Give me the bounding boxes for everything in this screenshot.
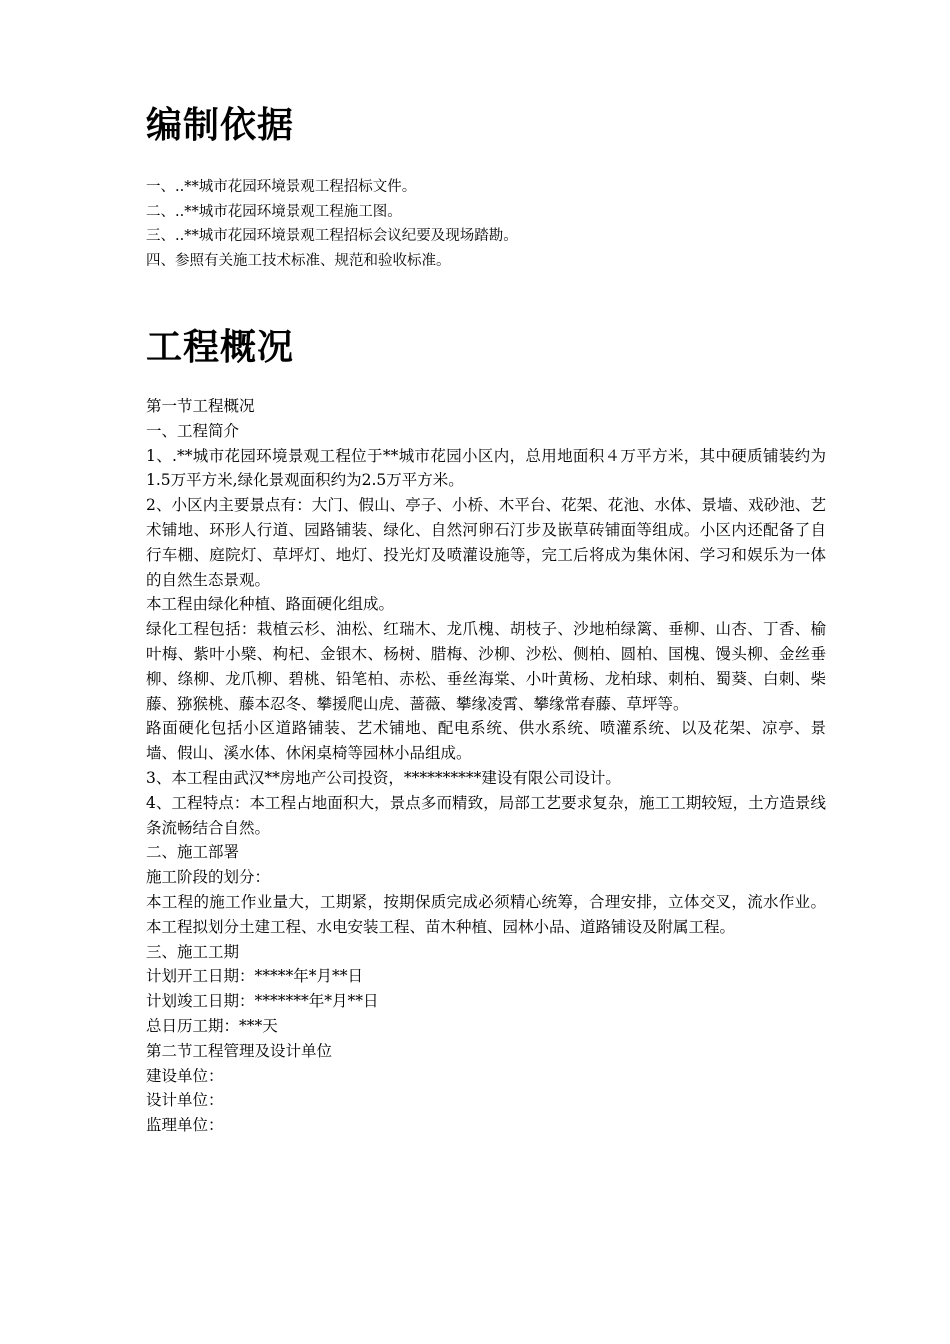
paragraph: 计划竣工日期：*******年*月**日 [146, 992, 379, 1011]
paragraph: 本工程的施工作业量大，工期紧，按期保质完成必须精心统筹，合理安排，立体交叉，流水作业。本工程拟划分土建工程、水电安装工程、苗木种植、园林小品、道路铺设及附属工程。 [146, 892, 826, 936]
subsection-heading: 一、工程简介 [146, 421, 240, 440]
paragraph: 设计单位： [146, 1091, 224, 1110]
basis-item: 三、..**城市花园环境景观工程招标会议纪要及现场踏勘。 [146, 228, 518, 244]
subsection-heading: 二、施工部署 [146, 843, 240, 862]
overview-body [146, 394, 826, 1138]
paragraph: 路面硬化包括小区道路铺装、艺术铺地、配电系统、供水系统、喷灌系统、以及花架、凉亭、景墙、假山、溪水体、休闲桌椅等园林小品组成。 [146, 719, 826, 763]
basis-list [146, 175, 518, 273]
paragraph: 3、本工程由武汉**房地产公司投资，**********建设有限公司设计。 [146, 768, 621, 787]
paragraph: 4、工程特点：本工程占地面积大，景点多而精致，局部工艺要求复杂，施工工期较短，土方造景线条流畅结合自然。 [146, 793, 826, 837]
basis-item: 一、..**城市花园环境景观工程招标文件。 [146, 179, 417, 195]
paragraph: 总日历工期：***天 [146, 1016, 278, 1035]
subsection-heading: 三、施工工期 [146, 942, 240, 961]
heading-project-overview: 工程概况 [146, 327, 295, 368]
paragraph: 1、.**城市花园环境景观工程位于**城市花园小区内，总用地面积４万平方米，其中硬质铺装约为1.5万平方米,绿化景观面积约为2.5万平方米。 [146, 446, 826, 490]
paragraph: 本工程由绿化种植、路面硬化组成。 [146, 595, 395, 614]
section-subtitle: 第一节工程概况 [146, 397, 255, 415]
paragraph: 绿化工程包括：栽植云杉、油松、红瑞木、龙爪槐、胡枝子、沙地柏绿篱、垂柳、山杏、丁香、榆叶梅、紫叶小檗、枸杞、金银木、杨树、腊梅、沙柳、沙松、侧柏、圆柏、国槐、馒头柳、金丝垂柳、绦柳、龙爪柳、碧桃、铅笔柏、赤松、垂丝海棠、小叶黄杨、龙柏球、刺柏、蜀葵、白刺、柴藤、猕猴桃、藤本忍冬、攀援爬山虎、蔷薇、攀缘凌霄、攀缘常春藤、草坪等。 [146, 620, 826, 713]
paragraph: 监理单位： [146, 1116, 224, 1135]
paragraph: 施工阶段的划分： [146, 868, 271, 887]
paragraph: 2、小区内主要景点有：大门、假山、亭子、小桥、木平台、花架、花池、水体、景墙、戏砂池、艺术铺地、环形人行道、园路铺装、绿化、自然河卵石汀步及嵌草砖铺面等组成。小区内还配备了自行车棚、庭院灯、草坪灯、地灯、投光灯及喷灌设施等，完工后将成为集休闲、学习和娱乐为一体的自然生态景观。 [146, 496, 826, 589]
section-subtitle: 第二节工程管理及设计单位 [146, 1041, 333, 1060]
basis-item: 四、参照有关施工技术标准、规范和验收标准。 [146, 252, 451, 269]
basis-item: 二、..**城市花园环境景观工程施工图。 [146, 203, 402, 220]
heading-compilation-basis: 编制依据 [146, 105, 295, 146]
paragraph: 计划开工日期：*****年*月**日 [146, 967, 364, 986]
paragraph: 建设单位： [146, 1066, 224, 1085]
